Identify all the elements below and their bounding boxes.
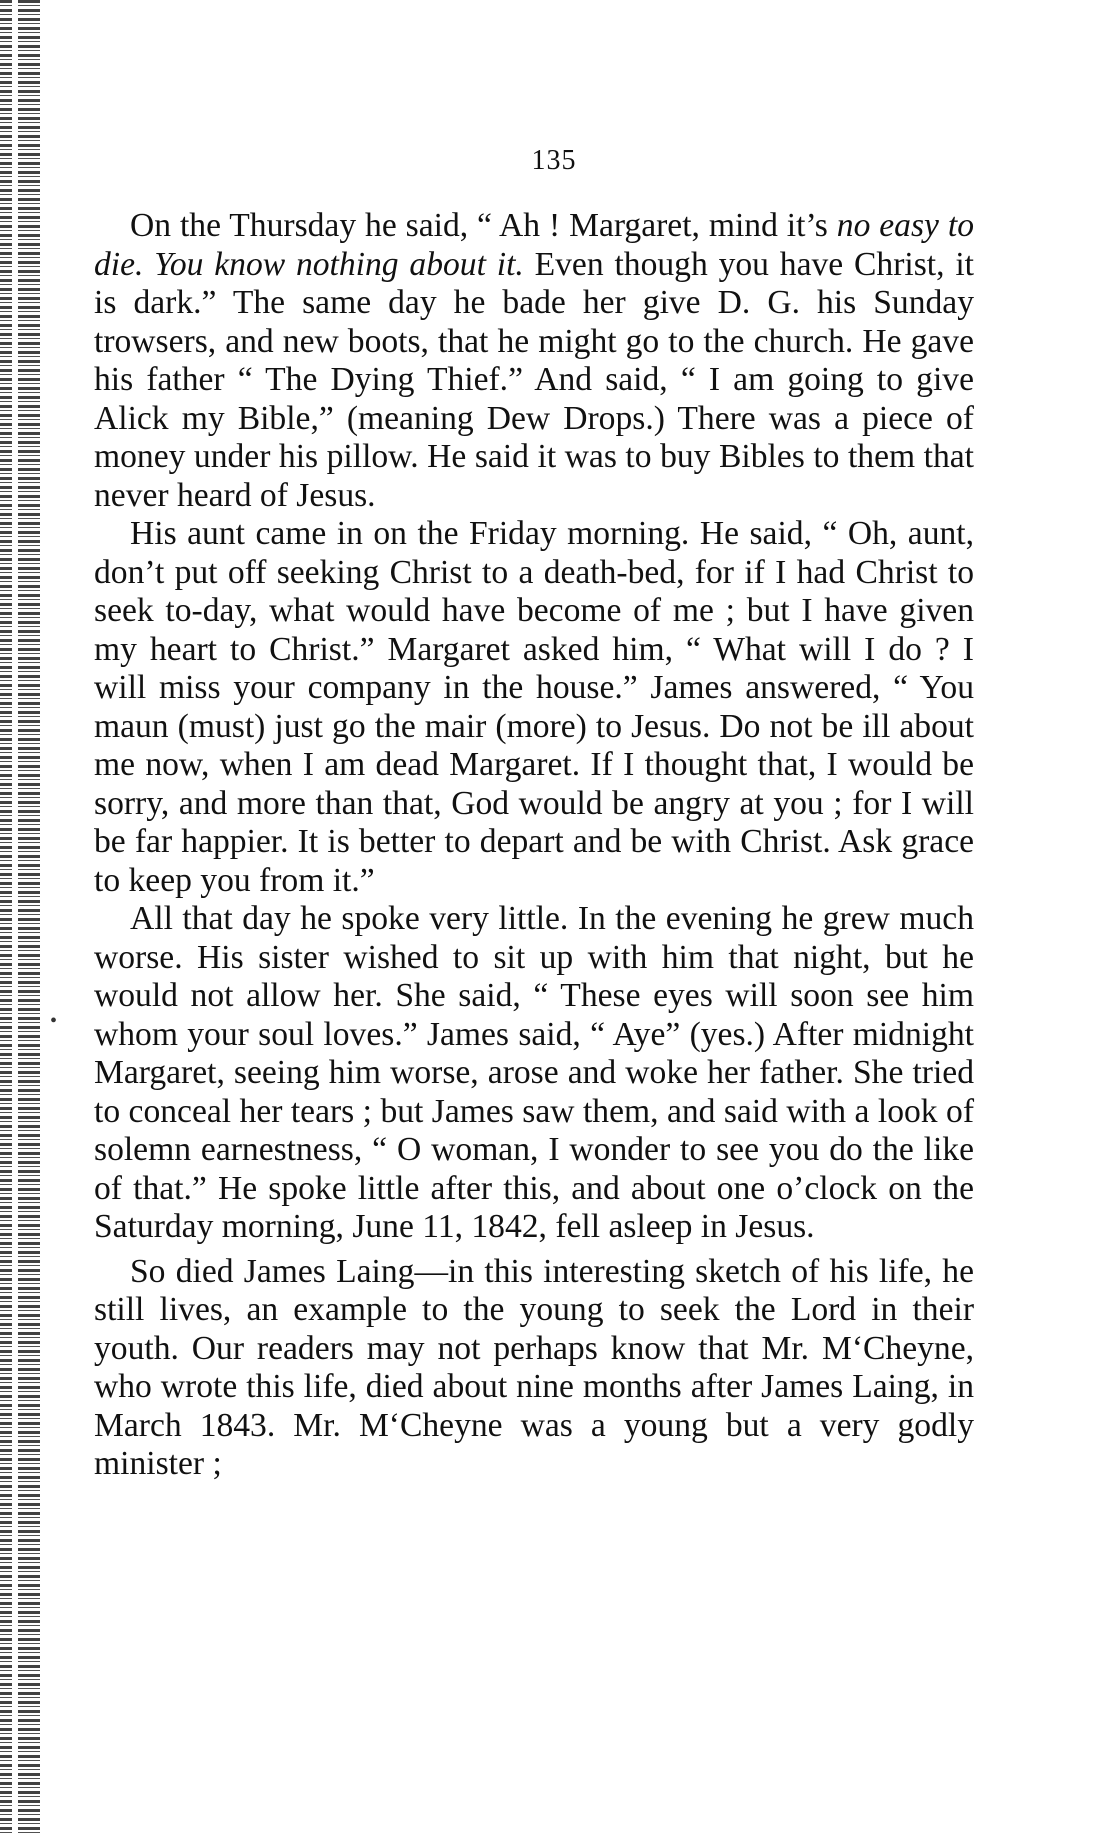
paragraph-thursday bbox=[94, 207, 974, 515]
paragraph-conclusion: So died James Laing—in this interesting sketch of his life, he still lives, an example to the young to seek the Lord in their youth. Our readers may not perhaps know that Mr. M‘Cheyne, who wrote this life, died about nine months after James Laing, in March 1843. Mr. M‘Cheyne was a young but a very godly minister ; bbox=[94, 1252, 974, 1482]
paragraph-lead: On the Thursday he said, “ Ah ! Margaret, mind it’s bbox=[130, 207, 837, 244]
page-number: 135 bbox=[531, 145, 577, 176]
page-binding-edge bbox=[0, 0, 40, 1836]
paragraph-italic-quote: no easy to die. You know nothing about it. bbox=[94, 207, 974, 283]
paragraph-friday: His aunt came in on the Friday morning. He said, “ Oh, aunt, don’t put off seeking Christ to a death-bed, for if I had Christ to seek to-day, what would have become of me ; but I have given my heart to Christ.” Margaret asked him, “ What will I do ? I will miss your company in the house.” James answered, “ You maun (must) just go the mair (more) to Jesus. Do not be ill about me now, when I am dead Margaret. If I thought that, I would be sorry, and more than that, God would be angry at you ; for I will be far happier. It is better to depart and be with Christ. Ask grace to keep you from it.” bbox=[94, 515, 974, 899]
paragraph-rest: Even though you have Christ, it is dark.” The same day he bade her give D. G. his Sunday trowsers, and new boots, that he might go to the church. He gave his father “ The Dying Thief.” And said, “ I am going to give Alick my Bible,” (meaning Dew Drops.) There was a piece of money under his pillow. He said it was to buy Bibles to them that never heard of Jesus. bbox=[94, 245, 974, 514]
stray-ink-mark: • bbox=[50, 1010, 58, 1032]
body-text bbox=[94, 207, 974, 1484]
paragraph-last-day: All that day he spoke very little. In the evening he grew much worse. His sister wished to sit up with him that night, but he would not allow her. She said, “ These eyes will soon see him whom your soul loves.” James said, “ Aye” (yes.) After midnight Margaret, seeing him worse, arose and woke her father. She tried to conceal her tears ; but James saw them, and said with a look of solemn earnestness, “ O woman, I wonder to see you do the like of that.” He spoke little after this, and about one o’clock on the Saturday morning, June 11, 1842, fell asleep in Jesus. bbox=[94, 900, 974, 1245]
